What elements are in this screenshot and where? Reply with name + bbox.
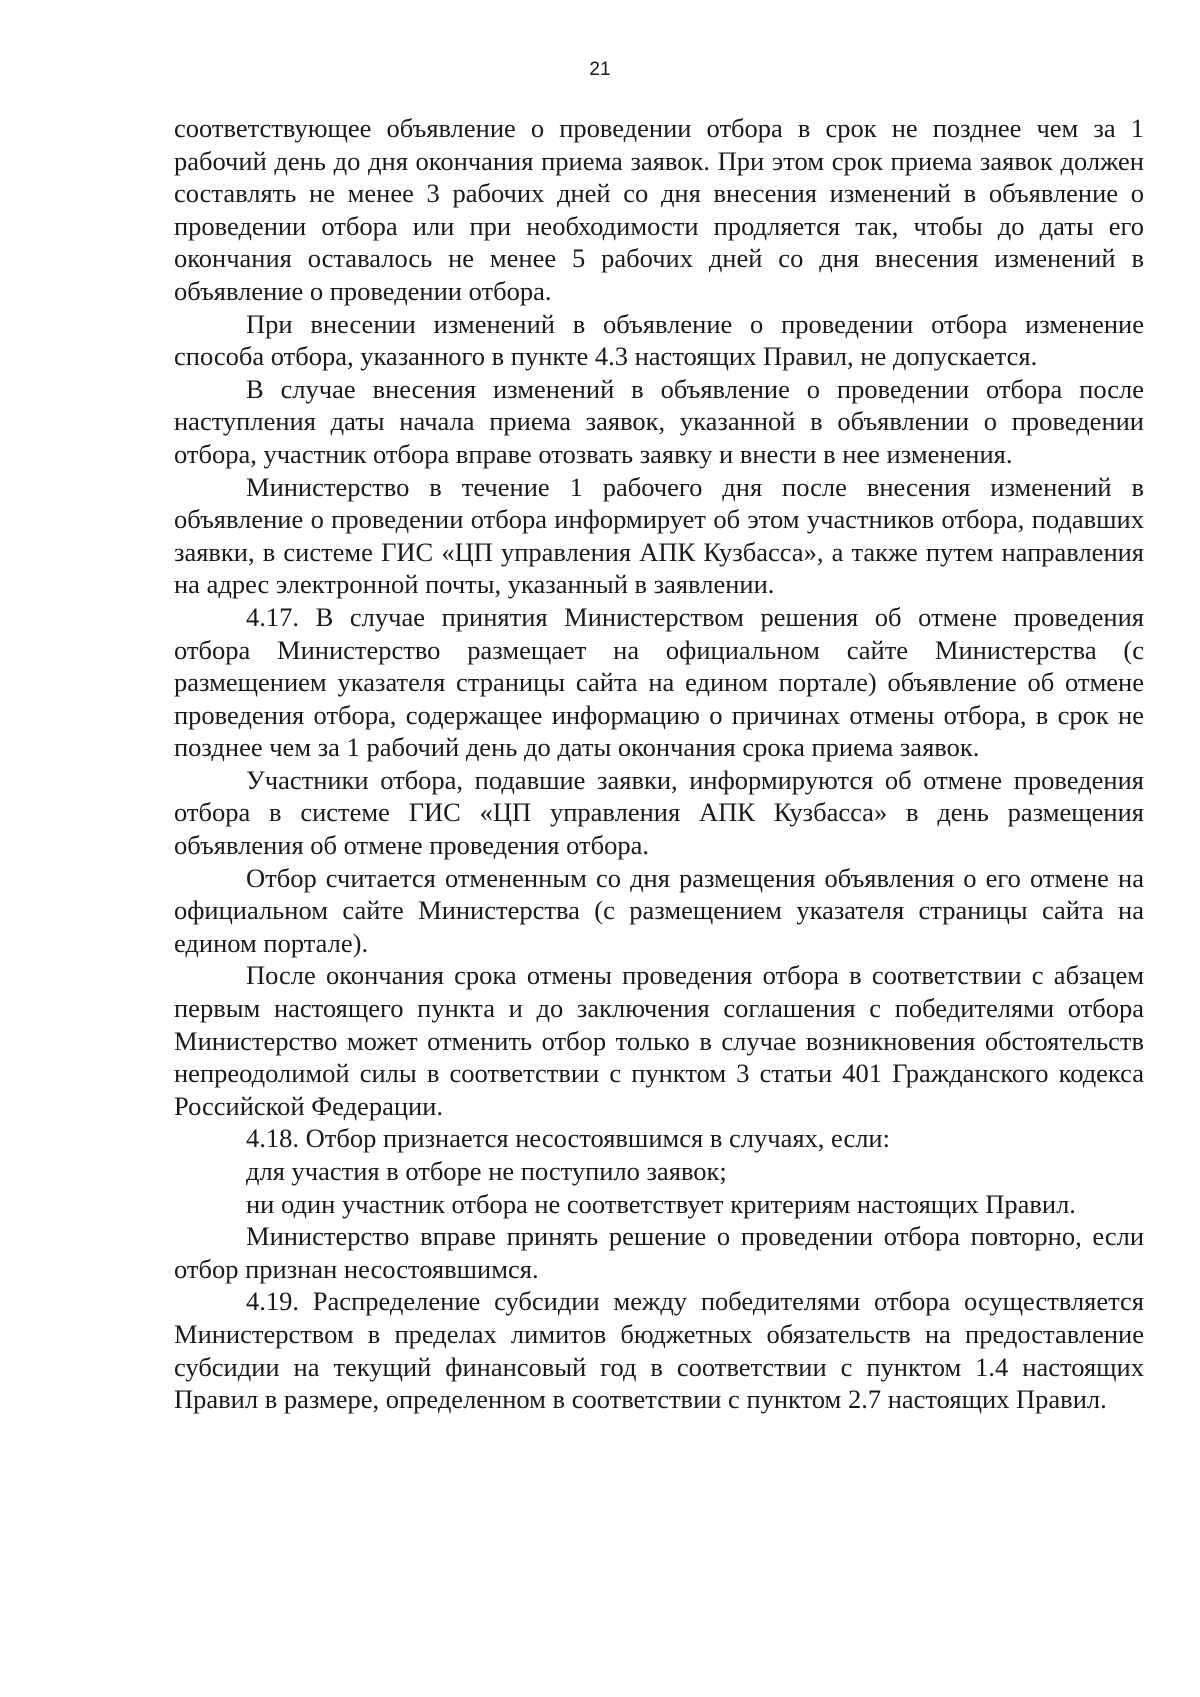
paragraph-1: соответствующее объявление о проведении отбора в срок не позднее чем за 1 рабочий день до дня окончания приема заявок. При этом срок приема заявок должен составлять не менее 3 рабочих дней со дня внесения изменений в объявление о проведении отбора или при необходимости продляется так, чтобы до даты его окончания оставалось не менее 5 рабочих дней со дня внесения изменений в объявление о проведении отбора. [174, 113, 1144, 306]
paragraph-3: В случае внесения изменений в объявление о проведении отбора после наступления даты начала приема заявок, указанной в объявлении о проведении отбора, участник отбора вправе отозвать заявку и внести в нее изменения. [174, 373, 1144, 469]
page-number: 21 [589, 59, 611, 80]
paragraph-clause-4-17: 4.17. В случае принятия Министерством решения об отмене проведения отбора Министерство размещает на официальном сайте Министерства (с размещением указателя страницы сайта на едином портале) объявление об отмене проведения отбора, содержащее информацию о причинах отмены отбора, в срок не позднее чем за 1 рабочий день до даты окончания срока приема заявок. [174, 601, 1144, 763]
paragraph-4: Министерство в течение 1 рабочего дня после внесения изменений в объявление о проведении отбора информирует об этом участников отбора, подавших заявки, в системе ГИС «ЦП управления АПК Кузбасса», а также путем направления на адрес электронной почты, указанный в заявлении. [174, 471, 1144, 600]
paragraph-11: ни один участник отбора не соответствует критериям настоящих Правил. [246, 1188, 1076, 1219]
paragraph-clause-4-18: 4.18. Отбор признается несостоявшимся в случаях, если: [246, 1123, 890, 1154]
paragraph-2: При внесении изменений в объявление о проведении отбора изменение способа отбора, указанного в пункте 4.3 настоящих Правил, не допускается. [174, 308, 1144, 372]
paragraph-12: Министерство вправе принять решение о проведении отбора повторно, если отбор признан несостоявшимся. [174, 1221, 1144, 1284]
paragraph-8: После окончания срока отмены проведения отбора в соответствии с абзацем первым настоящего пункта и до заключения соглашения с победителями отбора Министерство может отменить отбор только в случае возникновения обстоятельств непреодолимой силы в соответствии с пунктом 3 статьи 401 Гражданского кодекса Российской Федерации. [174, 960, 1144, 1121]
paragraph-6: Участники отбора, подавшие заявки, информируются об отмене проведения отбора в системе ГИС «ЦП управления АПК Кузбасса» в день размещения объявления об отмене проведения отбора. [174, 764, 1144, 861]
paragraph-clause-4-19: 4.19. Распределение субсидии между победителями отбора осуществляется Министерством в пределах лимитов бюджетных обязательств на предоставление субсидии на текущий финансовый год в соответствии с пунктом 1.4 настоящих Правил в размере, определенном в соответствии с пунктом 2.7 настоящих Правил. [174, 1286, 1144, 1415]
paragraph-10: для участия в отборе не поступило заявок; [246, 1156, 727, 1186]
paragraph-7: Отбор считается отмененным со дня размещения объявления о его отмене на официальном сайте Министерства (с размещением указателя страницы сайта на едином портале). [174, 862, 1144, 958]
document-body [174, 112, 1144, 1416]
